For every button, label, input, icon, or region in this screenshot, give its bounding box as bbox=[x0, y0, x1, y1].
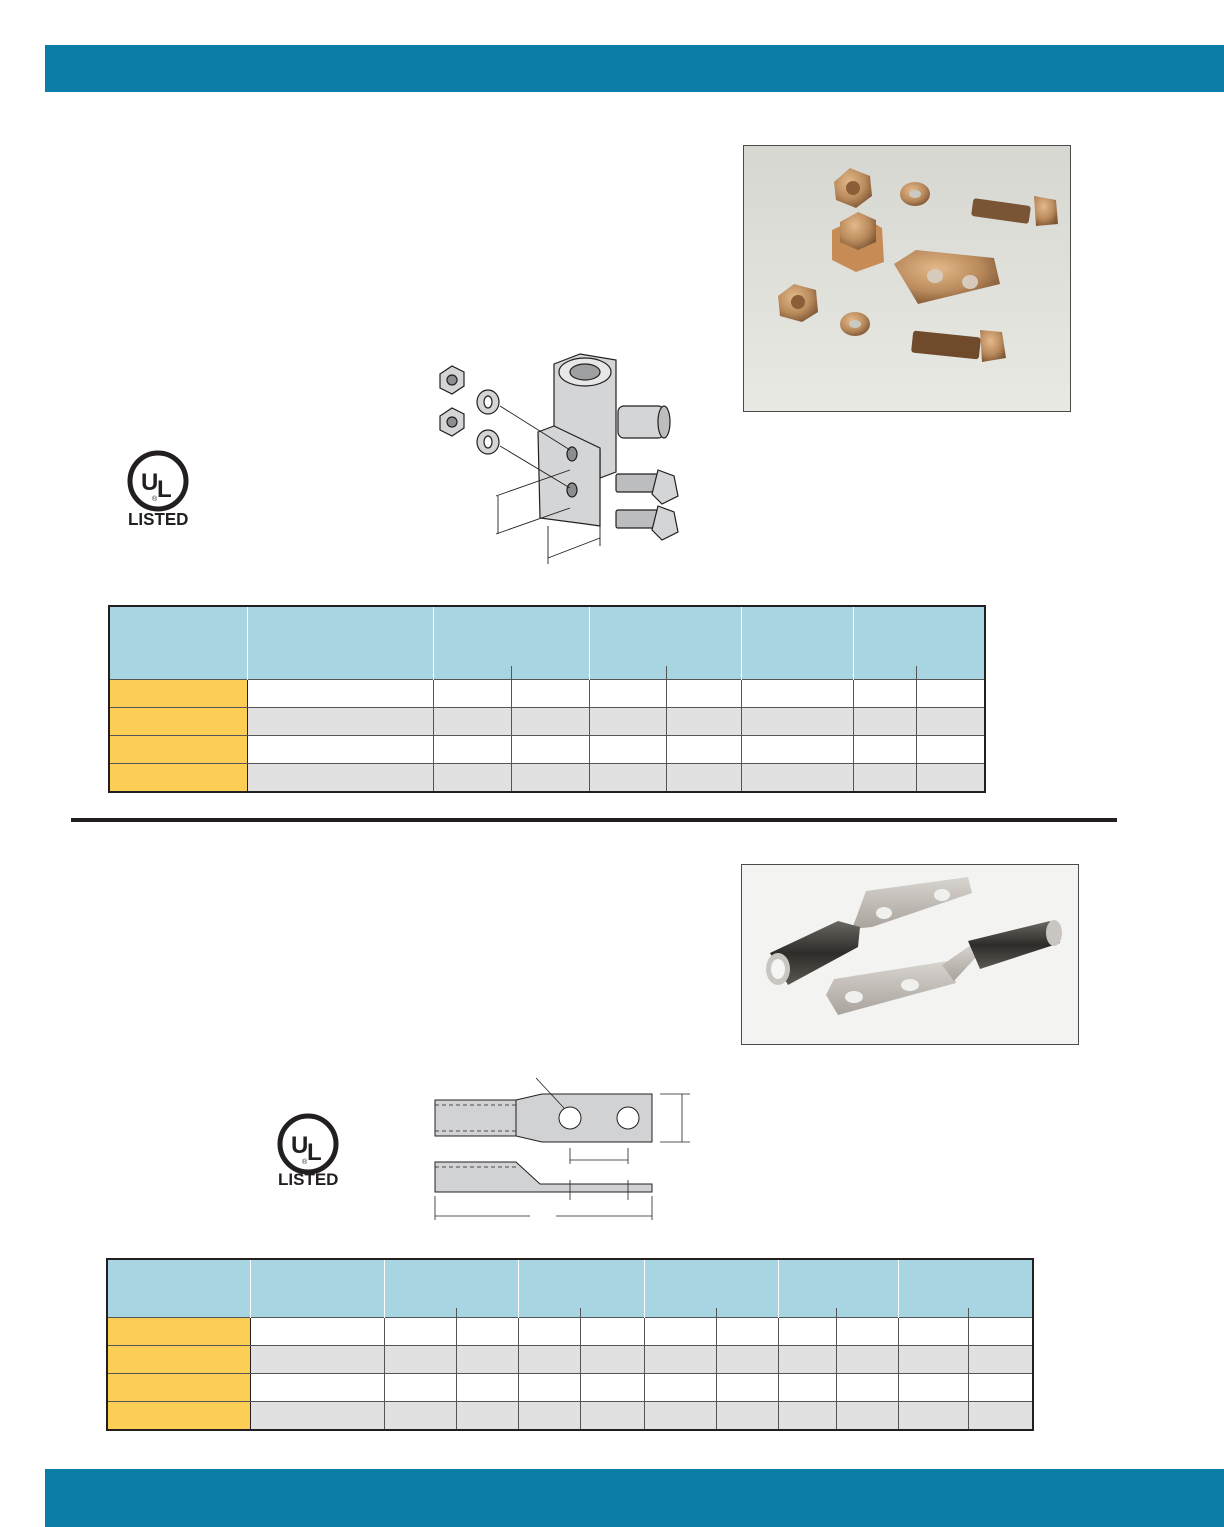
table-header-row bbox=[107, 1259, 1033, 1317]
spec-table-1 bbox=[108, 605, 986, 793]
svg-text:U: U bbox=[141, 469, 159, 496]
lug-dimension-drawing bbox=[430, 1070, 700, 1226]
table-row bbox=[109, 707, 985, 735]
header-cell bbox=[384, 1259, 518, 1317]
header-cell bbox=[778, 1259, 898, 1317]
table-row bbox=[107, 1317, 1033, 1345]
table-row bbox=[109, 679, 985, 707]
top-color-band bbox=[45, 45, 1224, 92]
header-cell bbox=[589, 606, 741, 679]
header-cell bbox=[109, 606, 247, 679]
svg-text:®: ® bbox=[152, 496, 158, 503]
table-row bbox=[109, 763, 985, 792]
header-cell bbox=[433, 606, 589, 679]
svg-text:L: L bbox=[307, 1139, 322, 1166]
connector-line-drawing bbox=[430, 350, 690, 570]
spec-table-2 bbox=[106, 1258, 1034, 1431]
ul-listed-text: LISTED bbox=[128, 509, 189, 530]
header-cell bbox=[107, 1259, 250, 1317]
svg-text:®: ® bbox=[302, 1159, 308, 1166]
svg-text:L: L bbox=[157, 476, 172, 503]
header-cell bbox=[518, 1259, 644, 1317]
table-row bbox=[109, 735, 985, 763]
header-cell bbox=[853, 606, 985, 679]
table-row bbox=[107, 1345, 1033, 1373]
header-cell bbox=[741, 606, 853, 679]
ul-listed-logo bbox=[277, 1113, 347, 1193]
header-cell bbox=[247, 606, 433, 679]
table-row bbox=[107, 1373, 1033, 1401]
table-row bbox=[107, 1401, 1033, 1430]
bottom-color-band bbox=[45, 1469, 1224, 1527]
header-cell bbox=[898, 1259, 1033, 1317]
product-photo-bronze-connector bbox=[743, 145, 1071, 412]
section-divider bbox=[71, 818, 1117, 822]
product-photo-two-hole-lugs bbox=[741, 864, 1079, 1045]
ul-listed-logo bbox=[127, 450, 197, 530]
table-header-row bbox=[109, 606, 985, 679]
header-cell bbox=[644, 1259, 778, 1317]
svg-text:U: U bbox=[291, 1132, 309, 1159]
header-cell bbox=[250, 1259, 384, 1317]
ul-listed-text: LISTED bbox=[278, 1170, 339, 1189]
